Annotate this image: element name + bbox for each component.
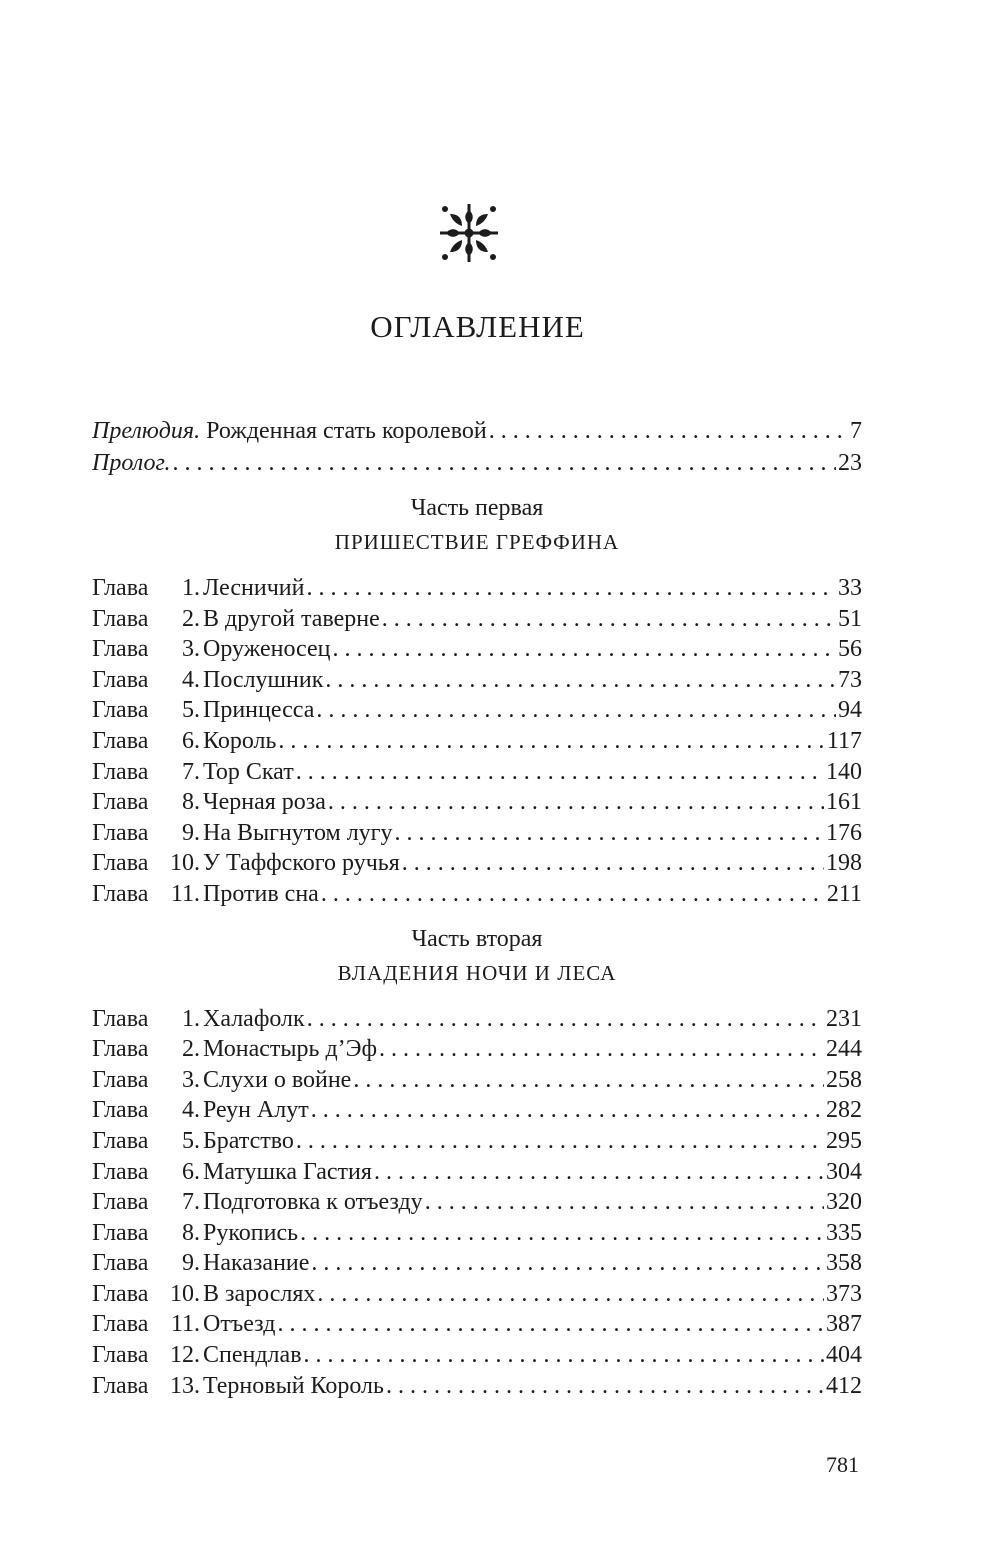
chapter-title: Черная роза bbox=[203, 789, 326, 816]
chapter-page: 282 bbox=[826, 1097, 862, 1124]
toc-entry[interactable] bbox=[92, 1034, 862, 1065]
chapter-label: Глава bbox=[92, 819, 149, 846]
page-number: 781 bbox=[826, 1452, 859, 1477]
dot-leader bbox=[316, 695, 836, 726]
toc-entry[interactable] bbox=[92, 848, 862, 879]
dot-leader bbox=[306, 573, 836, 604]
dot-leader bbox=[382, 604, 836, 635]
chapter-title: Наказание bbox=[203, 1250, 310, 1277]
chapter-page: 387 bbox=[826, 1311, 862, 1338]
chapter-title: Реун Алут bbox=[203, 1097, 309, 1124]
toc-entry[interactable] bbox=[92, 1279, 862, 1310]
dot-leader bbox=[277, 1309, 824, 1340]
chapter-label: Глава bbox=[92, 697, 149, 724]
chapter-title: В другой таверне bbox=[203, 605, 380, 632]
dot-leader bbox=[379, 1034, 824, 1065]
dot-leader bbox=[173, 447, 836, 479]
chapter-title: В зарослях bbox=[203, 1280, 316, 1307]
toc-entry-prelude[interactable] bbox=[92, 415, 862, 447]
chapter-number: 3. bbox=[182, 636, 200, 663]
chapter-title: Король bbox=[203, 727, 277, 754]
dot-leader bbox=[317, 1279, 824, 1310]
toc-entry[interactable] bbox=[92, 695, 862, 726]
chapter-list bbox=[92, 1004, 862, 1402]
chapter-number: 9. bbox=[182, 1250, 200, 1277]
chapter-number: 13. bbox=[170, 1372, 200, 1399]
part-name: ПРИШЕСТВИЕ ГРЕФФИНА bbox=[334, 530, 620, 554]
chapter-number: 6. bbox=[182, 1158, 200, 1185]
chapter-label: Глава bbox=[92, 1280, 149, 1307]
toc-entry[interactable] bbox=[92, 1309, 862, 1340]
chapter-page: 117 bbox=[826, 727, 862, 754]
toc-entry-prologue[interactable] bbox=[92, 447, 862, 479]
chapter-label: Глава bbox=[92, 1342, 149, 1369]
chapter-page: 211 bbox=[826, 880, 862, 907]
chapter-title: Послушник bbox=[203, 666, 324, 693]
chapter-number: 1. bbox=[182, 575, 200, 601]
chapter-list bbox=[92, 573, 862, 910]
chapter-title: Халафолк bbox=[203, 1005, 305, 1032]
entry-page: 7 bbox=[850, 418, 862, 444]
chapter-page: 73 bbox=[838, 666, 862, 693]
chapter-title: Оруженосец bbox=[203, 636, 331, 663]
chapter-title: Слухи о войне bbox=[203, 1066, 352, 1093]
chapter-label: Глава bbox=[92, 1311, 149, 1338]
dot-leader bbox=[325, 665, 836, 696]
chapter-title: Матушка Гастия bbox=[203, 1158, 372, 1185]
toc-entry[interactable] bbox=[92, 634, 862, 665]
chapter-number: 7. bbox=[182, 1189, 200, 1216]
chapter-page: 412 bbox=[826, 1372, 862, 1399]
dot-leader bbox=[311, 1248, 824, 1279]
chapter-page: 51 bbox=[838, 605, 862, 632]
chapter-title: Отъезд bbox=[203, 1311, 276, 1338]
dot-leader bbox=[333, 634, 837, 665]
toc-entry[interactable] bbox=[92, 573, 862, 604]
chapter-label: Глава bbox=[92, 1372, 149, 1399]
toc-entry[interactable] bbox=[92, 1126, 862, 1157]
chapter-title: Подготовка к отъезду bbox=[203, 1189, 423, 1216]
dot-leader bbox=[321, 879, 825, 910]
chapter-title: Монастырь д’Эф bbox=[203, 1036, 378, 1063]
chapter-title: Против сна bbox=[203, 880, 319, 907]
toc-entry[interactable] bbox=[92, 1371, 862, 1402]
chapter-title: Лесничий bbox=[203, 575, 305, 601]
chapter-number: 11. bbox=[170, 880, 200, 907]
part-heading bbox=[92, 493, 862, 557]
dot-leader bbox=[374, 1157, 824, 1188]
chapter-number: 4. bbox=[182, 666, 200, 693]
toc-entry[interactable] bbox=[92, 1095, 862, 1126]
chapter-label: Глава bbox=[92, 1250, 149, 1277]
chapter-title: Спендлав bbox=[203, 1342, 302, 1369]
chapter-label: Глава bbox=[92, 1189, 149, 1216]
fleuron-icon bbox=[436, 200, 502, 266]
chapter-page: 56 bbox=[838, 636, 862, 663]
chapter-number: 4. bbox=[182, 1097, 200, 1124]
toc-entry[interactable] bbox=[92, 604, 862, 635]
chapter-label: Глава bbox=[92, 1036, 149, 1063]
chapter-number: 2. bbox=[182, 1036, 200, 1063]
part-heading bbox=[92, 924, 862, 988]
chapter-label: Глава bbox=[92, 1005, 149, 1032]
dot-leader bbox=[328, 787, 824, 818]
dot-leader bbox=[395, 818, 824, 849]
part-label: Часть первая bbox=[410, 495, 544, 521]
chapter-label: Глава bbox=[92, 575, 149, 601]
chapter-title: У Таффского ручья bbox=[203, 850, 400, 877]
chapter-number: 12. bbox=[170, 1342, 200, 1369]
toc-entry[interactable] bbox=[92, 1218, 862, 1249]
entry-title: Рожденная стать королевой bbox=[206, 418, 487, 444]
chapter-number: 2. bbox=[182, 605, 200, 632]
chapter-number: 10. bbox=[170, 850, 200, 877]
chapter-label: Глава bbox=[92, 636, 149, 663]
part-label: Часть вторая bbox=[411, 925, 543, 952]
chapter-page: 231 bbox=[826, 1005, 862, 1032]
chapter-page: 320 bbox=[826, 1189, 862, 1216]
dot-leader bbox=[386, 1371, 824, 1402]
dot-leader bbox=[307, 1004, 824, 1035]
toc-entry[interactable] bbox=[92, 1004, 862, 1035]
toc-entry[interactable] bbox=[92, 726, 862, 757]
chapter-title: Братство bbox=[203, 1127, 294, 1154]
page-title: ОГЛАВЛЕНИЕ bbox=[370, 309, 585, 344]
chapter-page: 373 bbox=[826, 1280, 862, 1307]
chapter-page: 140 bbox=[826, 758, 862, 785]
chapter-page: 295 bbox=[826, 1127, 862, 1154]
chapter-page: 304 bbox=[826, 1158, 862, 1185]
chapter-number: 8. bbox=[182, 789, 200, 816]
toc-entry[interactable] bbox=[92, 818, 862, 849]
chapter-label: Глава bbox=[92, 1097, 149, 1124]
chapter-page: 198 bbox=[826, 850, 862, 877]
chapter-number: 5. bbox=[182, 697, 200, 724]
chapter-label: Глава bbox=[92, 605, 149, 632]
chapter-page: 94 bbox=[838, 697, 862, 724]
toc-entry[interactable] bbox=[92, 1065, 862, 1096]
dot-leader bbox=[304, 1340, 824, 1371]
dot-leader bbox=[402, 848, 824, 879]
part-name: ВЛАДЕНИЯ НОЧИ И ЛЕСА bbox=[337, 960, 617, 985]
chapter-title: Терновый Король bbox=[203, 1372, 384, 1399]
dot-leader bbox=[296, 757, 824, 788]
chapter-label: Глава bbox=[92, 727, 149, 754]
chapter-number: 1. bbox=[182, 1005, 200, 1032]
entry-label: Прелюдия. bbox=[92, 418, 201, 444]
chapter-page: 335 bbox=[826, 1219, 862, 1246]
chapter-page: 258 bbox=[826, 1066, 862, 1093]
dot-leader bbox=[425, 1187, 824, 1218]
dot-leader bbox=[278, 726, 824, 757]
chapter-number: 7. bbox=[182, 758, 200, 785]
dot-leader bbox=[300, 1218, 824, 1249]
chapter-number: 11. bbox=[170, 1311, 200, 1338]
dot-leader bbox=[296, 1126, 824, 1157]
chapter-number: 3. bbox=[182, 1066, 200, 1093]
chapter-title: На Выгнутом лугу bbox=[203, 819, 393, 846]
chapter-page: 404 bbox=[826, 1342, 862, 1369]
toc-entry[interactable] bbox=[92, 757, 862, 788]
table-of-contents bbox=[92, 415, 862, 1401]
chapter-page: 161 bbox=[826, 789, 862, 816]
toc-entry[interactable] bbox=[92, 1248, 862, 1279]
chapter-number: 10. bbox=[170, 1280, 200, 1307]
dot-leader bbox=[489, 415, 848, 447]
toc-entry[interactable] bbox=[92, 879, 862, 910]
chapter-label: Глава bbox=[92, 850, 149, 877]
chapter-label: Глава bbox=[92, 758, 149, 785]
chapter-title: Принцесса bbox=[203, 697, 315, 724]
chapter-number: 8. bbox=[182, 1219, 200, 1246]
chapter-title: Тор Скат bbox=[203, 758, 294, 785]
chapter-label: Глава bbox=[92, 666, 149, 693]
toc-entry[interactable] bbox=[92, 1187, 862, 1218]
toc-entry[interactable] bbox=[92, 1157, 862, 1188]
toc-entry[interactable] bbox=[92, 1340, 862, 1371]
toc-entry[interactable] bbox=[92, 787, 862, 818]
dot-leader bbox=[311, 1095, 824, 1126]
chapter-title: Рукопись bbox=[203, 1219, 299, 1246]
chapter-label: Глава bbox=[92, 1219, 149, 1246]
chapter-label: Глава bbox=[92, 789, 149, 816]
dot-leader bbox=[353, 1065, 824, 1096]
chapter-page: 244 bbox=[826, 1036, 862, 1063]
chapter-label: Глава bbox=[92, 880, 149, 907]
entry-page: 23 bbox=[838, 450, 862, 476]
chapter-label: Глава bbox=[92, 1066, 149, 1093]
chapter-label: Глава bbox=[92, 1127, 149, 1154]
chapter-number: 9. bbox=[182, 819, 200, 846]
chapter-page: 358 bbox=[826, 1250, 862, 1277]
chapter-page: 176 bbox=[826, 819, 862, 846]
entry-label: Пролог. bbox=[92, 450, 171, 476]
chapter-number: 5. bbox=[182, 1127, 200, 1154]
chapter-number: 6. bbox=[182, 727, 200, 754]
toc-entry[interactable] bbox=[92, 665, 862, 696]
chapter-label: Глава bbox=[92, 1158, 149, 1185]
chapter-page: 33 bbox=[838, 575, 862, 601]
